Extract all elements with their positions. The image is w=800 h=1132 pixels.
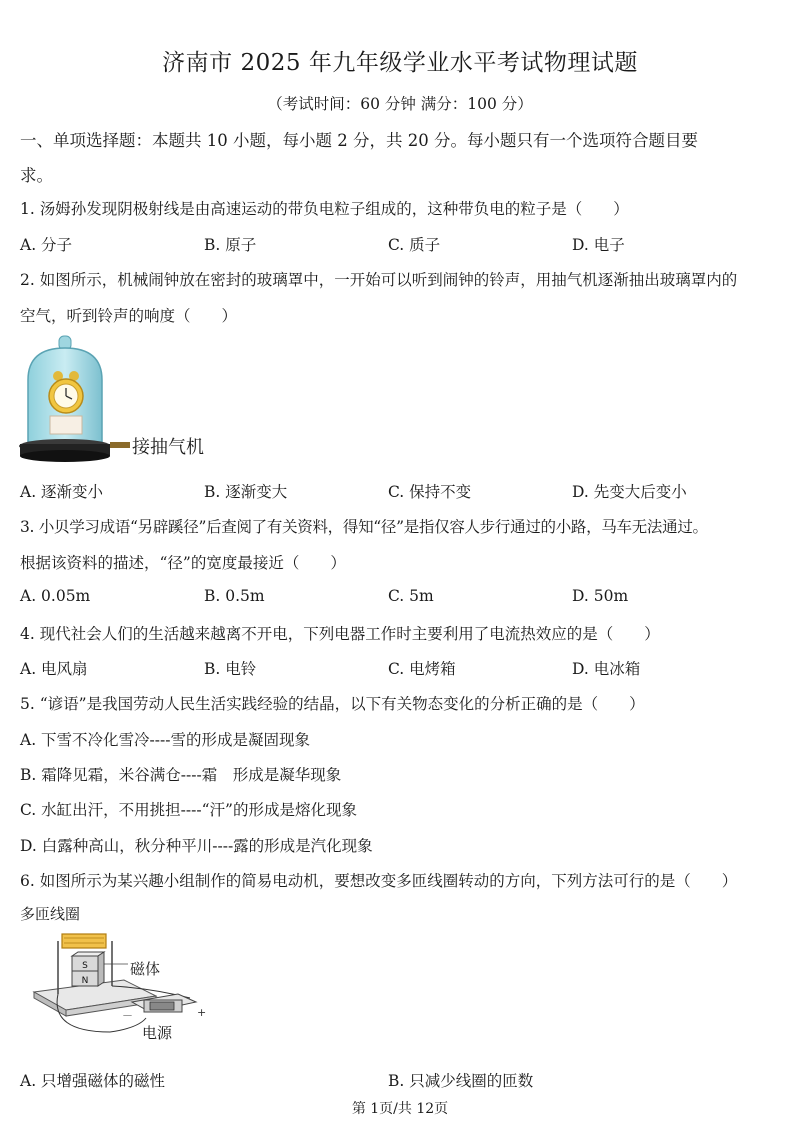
question-3-stem-line2: 根据该资料的描述，“径”的宽度最接近（ ） bbox=[20, 554, 346, 572]
question-3-stem-line1: 3. 小贝学习成语“另辟蹊径”后查阅了有关资料，得知“径”是指仅容人步行通过的小路，马车无法通过。 bbox=[20, 518, 708, 536]
magnet-label: 磁体 bbox=[130, 960, 161, 978]
motor-figure bbox=[20, 922, 220, 1057]
magnet-s-label: S bbox=[82, 961, 88, 971]
exam-info: （考试时间：60 分钟 满分：100 分） bbox=[267, 95, 533, 113]
q5-option-a: A. 下雪不冷化雪冷----雪的形成是凝固现象 bbox=[20, 731, 310, 749]
page-title: 济南市 2025 年九年级学业水平考试物理试题 bbox=[162, 50, 638, 76]
section-heading-line1: 一、单项选择题：本题共 10 小题，每小题 2 分，共 20 分。每小题只有一个选项符合题目要 bbox=[20, 131, 698, 150]
q6-option-b: B. 只减少线圈的匝数 bbox=[388, 1072, 534, 1090]
q6-option-a: A. 只增强磁体的磁性 bbox=[20, 1072, 166, 1090]
q5-option-d: D. 白露种高山，秋分种平川----露的形成是汽化现象 bbox=[20, 837, 373, 855]
q4-option-a: A. 电风扇 bbox=[20, 660, 88, 678]
q4-option-d: D. 电冰箱 bbox=[572, 660, 641, 678]
q1-option-a: A. 分子 bbox=[20, 236, 73, 254]
q3-option-a: A. 0.05m bbox=[20, 587, 91, 605]
q4-option-c: C. 电烤箱 bbox=[388, 660, 456, 678]
page-footer: 第 1页/共 12页 bbox=[351, 1101, 449, 1117]
q3-option-b: B. 0.5m bbox=[204, 587, 265, 605]
question-2-stem-line2: 空气，听到铃声的响度（ ） bbox=[20, 307, 238, 325]
q2-option-c: C. 保持不变 bbox=[388, 483, 472, 501]
power-source-label: 电源 bbox=[142, 1024, 173, 1042]
question-5-stem: 5. “谚语”是我国劳动人民生活实践经验的结晶，以下有关物态变化的分析正确的是（ ） bbox=[20, 695, 645, 713]
q1-option-d: D. 电子 bbox=[572, 236, 625, 254]
coil-label: 多匝线圈 bbox=[20, 905, 81, 923]
question-6-stem: 6. 如图所示为某兴趣小组制作的简易电动机，要想改变多匝线圈转动的方向，下列方法可行的是（ ） bbox=[20, 872, 738, 890]
magnet-n-label: N bbox=[81, 976, 89, 986]
section-heading-line2: 求。 bbox=[20, 166, 53, 185]
q4-option-b: B. 电铃 bbox=[204, 660, 257, 678]
plus-terminal-label: + bbox=[197, 1006, 207, 1019]
q2-option-b: B. 逐渐变大 bbox=[204, 483, 288, 501]
question-1-stem: 1. 汤姆孙发现阴极射线是由高速运动的带负电粒子组成的，这种带负电的粒子是（ ） bbox=[20, 200, 629, 218]
q5-option-b: B. 霜降见霜，米谷满仓----霜 形成是凝华现象 bbox=[20, 766, 342, 784]
q1-option-c: C. 质子 bbox=[388, 236, 441, 254]
q3-option-d: D. 50m bbox=[572, 587, 629, 605]
q1-option-b: B. 原子 bbox=[204, 236, 257, 254]
question-4-stem: 4. 现代社会人们的生活越来越离不开电，下列电器工作时主要利用了电流热效应的是（ ） bbox=[20, 625, 660, 643]
q2-option-d: D. 先变大后变小 bbox=[572, 483, 687, 501]
minus-terminal-label: － bbox=[122, 1009, 133, 1022]
pump-label: 接抽气机 bbox=[132, 437, 204, 458]
q5-option-c: C. 水缸出汗，不用挑担----“汗”的形成是熔化现象 bbox=[20, 801, 357, 819]
q3-option-c: C. 5m bbox=[388, 587, 434, 605]
q2-option-a: A. 逐渐变小 bbox=[20, 483, 104, 501]
question-2-stem-line1: 2. 如图所示，机械闹钟放在密封的玻璃罩中，一开始可以听到闹钟的铃声，用抽气机逐渐抽出玻璃罩内的 bbox=[20, 271, 738, 289]
